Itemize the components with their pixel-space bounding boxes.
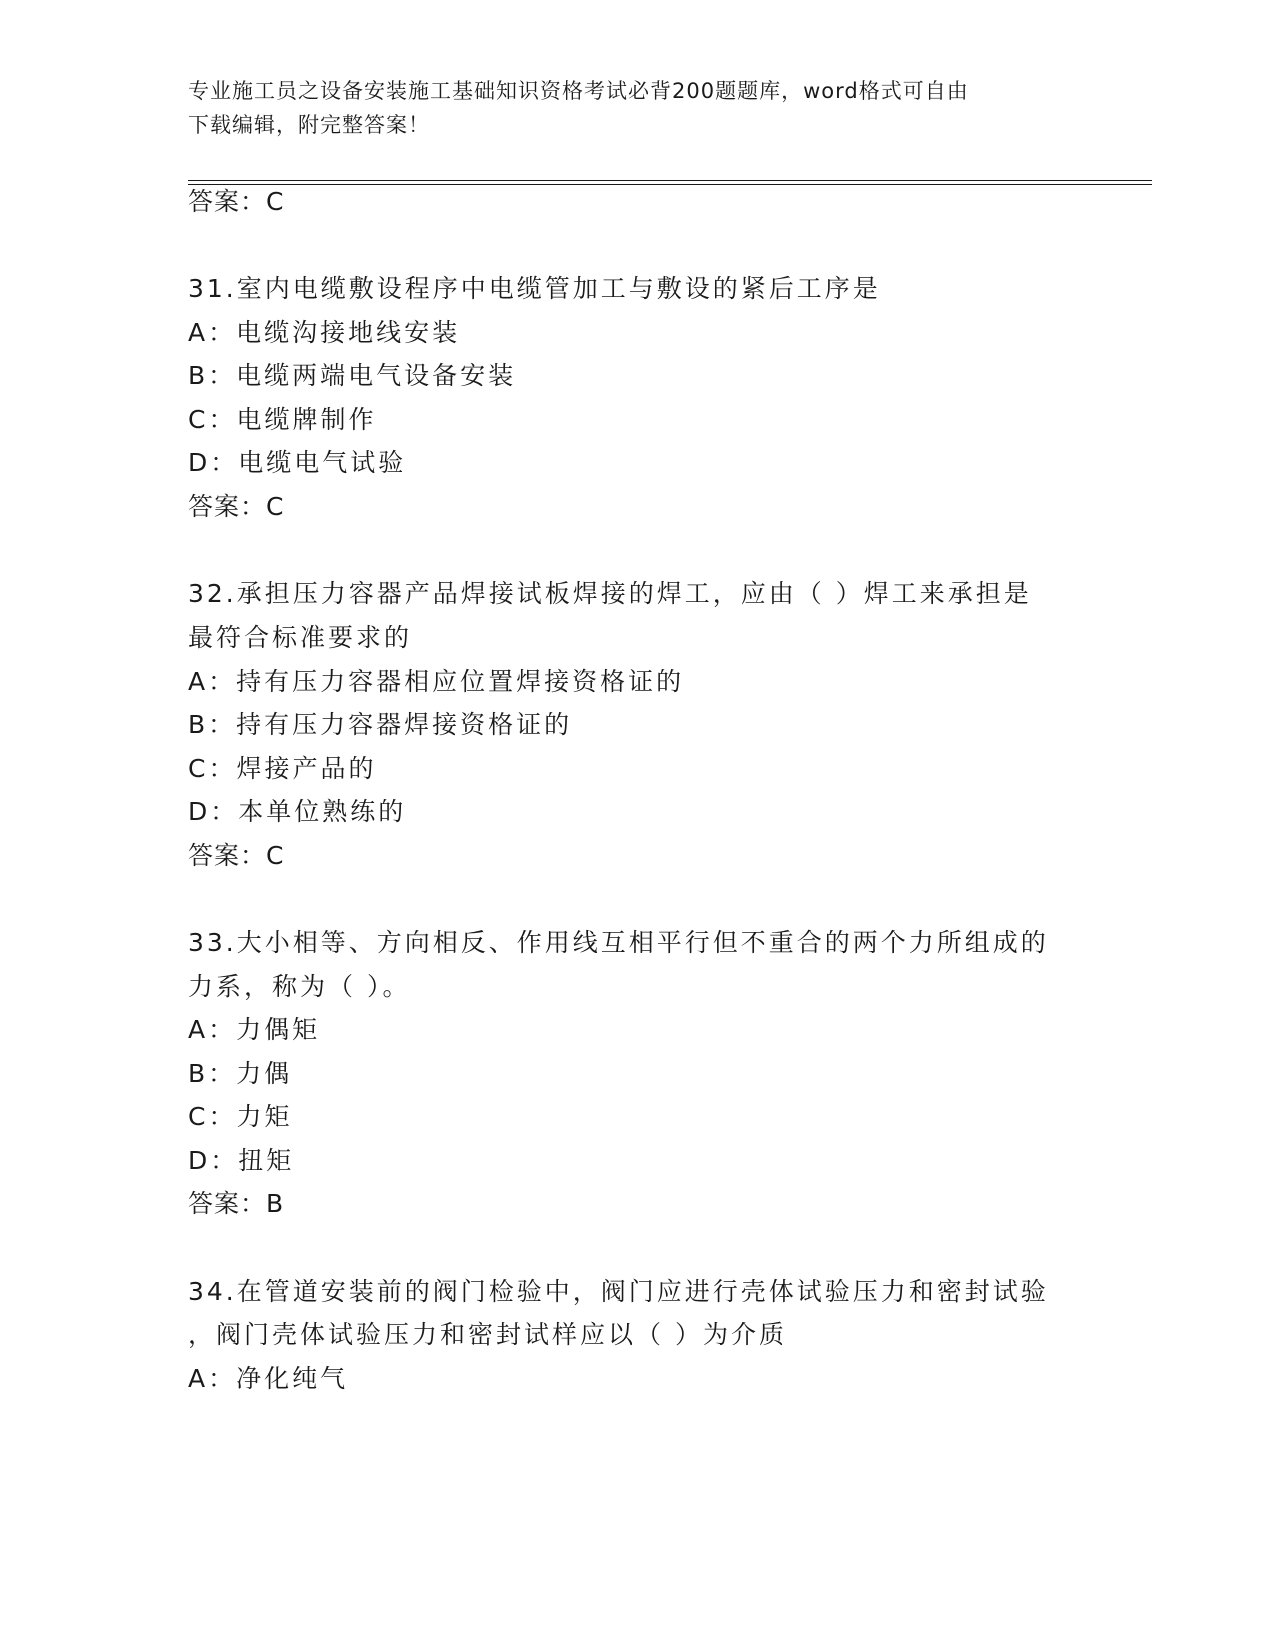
question-32-option-d: D：本单位熟练的 xyxy=(188,797,407,826)
question-33-option-b: B：力偶 xyxy=(188,1059,293,1088)
question-32-option-b: B：持有压力容器焊接资格证的 xyxy=(188,710,573,739)
question-32-option-c: C：焊接产品的 xyxy=(188,754,377,783)
document-header xyxy=(188,74,1068,142)
question-33-option-c: C：力矩 xyxy=(188,1102,293,1131)
header-divider-top xyxy=(188,180,1152,181)
previous-answer: 答案：C xyxy=(188,187,285,216)
question-33-option-a: A：力偶矩 xyxy=(188,1015,321,1044)
question-34-option-a: A：净化纯气 xyxy=(188,1364,349,1393)
header-line-2: 下载编辑，附完整答案！ xyxy=(188,113,430,137)
question-31-stem: 31.室内电缆敷设程序中电缆管加工与敷设的紧后工序是 xyxy=(188,274,881,303)
question-31-answer: 答案：C xyxy=(188,492,285,521)
question-32-stem-line-1: 32.承担压力容器产品焊接试板焊接的焊工，应由（ ）焊工来承担是 xyxy=(188,579,1032,608)
question-32-stem-line-2: 最符合标准要求的 xyxy=(188,623,413,652)
question-31-option-d: D：电缆电气试验 xyxy=(188,448,407,477)
question-31-option-b: B：电缆两端电气设备安装 xyxy=(188,361,517,390)
question-34-stem-line-1: 34.在管道安装前的阀门检验中，阀门应进行壳体试验压力和密封试验 xyxy=(188,1277,1049,1306)
question-33-stem-line-1: 33.大小相等、方向相反、作用线互相平行但不重合的两个力所组成的 xyxy=(188,928,1049,957)
question-32-option-a: A：持有压力容器相应位置焊接资格证的 xyxy=(188,667,685,696)
question-32-answer: 答案：C xyxy=(188,841,285,870)
header-divider-bottom xyxy=(188,184,1152,185)
question-33-stem-line-2: 力系，称为（ ）。 xyxy=(188,972,411,1001)
header-line-1: 专业施工员之设备安装施工基础知识资格考试必背200题题库，word格式可自由 xyxy=(188,79,969,103)
question-34-stem-line-2: ，阀门壳体试验压力和密封试样应以（ ）为介质 xyxy=(188,1320,787,1349)
question-33-answer: 答案：B xyxy=(188,1189,285,1218)
question-31-option-c: C：电缆牌制作 xyxy=(188,405,377,434)
question-33-option-d: D：扭矩 xyxy=(188,1146,295,1175)
question-31-option-a: A：电缆沟接地线安装 xyxy=(188,318,461,347)
